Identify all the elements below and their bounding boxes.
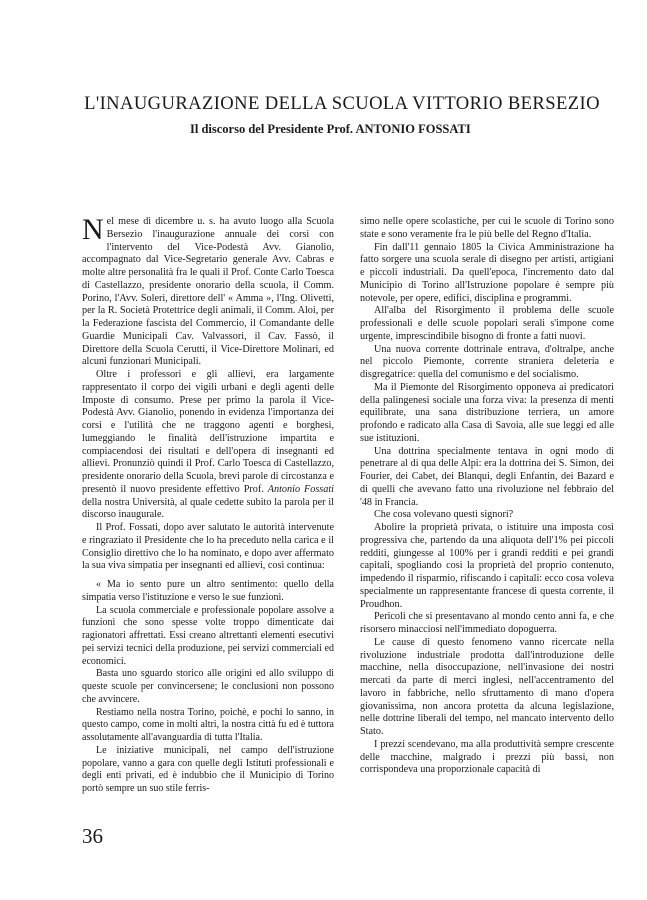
quote-paragraph-5: Le iniziative municipali, nel campo dell'istruzione popolare, vanno a gara con quelle degli Istituti professionali e degli enti privati, ed è indubbio che il Municipio di Torino portò sempre un suo stile ferris- [82, 744, 334, 794]
paragraph-pericoli: Pericoli che si presentavano al mondo cento anni fa, e che risorsero minacciosi nell'immediato dopoguerra. [360, 611, 614, 635]
paragraph-piemonte: Ma il Piemonte del Risorgimento opponeva ai predicatori della palingenesi sociale una forza viva: la presenza di menti equilibrate, una sana distribuzione terriera, un amore profondo e radicato alla Casa di Savoia, alle sue leggi ed alle sue istituzioni. [360, 381, 614, 444]
quote-paragraph-2: La scuola commerciale e professionale popolare assolve a funzioni che sono spesse volte troppo dimenticate dai ragionatori affrettati. Essi creano altrettanti elementi esecutivi pei servizi tecnici della produzione, pei servizi commerciali ed economici. [82, 604, 334, 667]
paragraph-intro-text: el mese di dicembre u. s. ha avuto luogo alla Scuola Bersezio l'inaugurazione annuale dei corsi con l'intervento del Vice-Podestà Avv. Gianolio, accompagnato dal Vice-Segretario generale Avv. Cabras e molte altre personalità fra le quali il Prof. Conte Carlo Toesca di Castellazzo, presidente onorario della scuola, il Comm. Porino, l'Avv. Soleri, direttore dell' « Amma », l'Ing. Olivetti, per la R. Società Protettrice degli animali, il Comm. Aloi, per la Federazione fascista del Commercio, il Comandante delle Guardie Municipali Cav. Valvassori, il Cav. Fassò, il Direttore della Scuola Cerutti, il Vice-Direttore Molinari, ed alcuni funzionari Municipali. [82, 216, 334, 368]
right-column [360, 216, 614, 777]
paragraph-intro [82, 213, 334, 369]
paragraph-speeches-text: Oltre i professori e gli allievi, era largamente rappresentato il corpo dei vigili urbani e degli agenti delle Imposte di consumo. Prese per primo la parola il Vice-Podestà Avv. Gianolio, ponendo in evidenza l'importanza dei corsi e l'utilità che ne traggono agenti e borghesi, lumeggiando le finalità dell'istruzione impartita e compiacendosi dei risultati e dell'opera di insegnanti ed allievi. Pronunziò quindi il Prof. Carlo Toesca di Castellazzo, presidente onorario della Scuola, brevi parole di circostanza e presentò il nuovo presidente effettivo Prof. [82, 369, 334, 495]
paragraph-dottrina: Una dottrina specialmente tentava in ogni modo di penetrare al di qua delle Alpi: era la dottrina dei S. Simon, dei Fourier, dei Cabet, dei Blanqui, degli Enfantin, dei Bazard e di quelli che avevano fatto una rivoluzione nel febbraio del '48 in Francia. [360, 445, 614, 508]
paragraph-cause: Le cause di questo fenomeno vanno ricercate nella rivoluzione industriale prodotta dall'introduzione delle macchine, nella disoccupazione, nell'invasione dei nostri mercati da parte di merci inglesi, nell'accentramento del lavoro in fabbriche, nello sfruttamento di mano d'opera giovanissima, non ancora protetta da alcuna legislazione, nelle dottrine liberali del tempo, nel mancato intervento dello Stato. [360, 636, 614, 737]
drop-cap: N [82, 213, 104, 246]
quote-paragraph-1: « Ma io sento pure un altro sentimento: quello della simpatia verso l'istituzione e verso le sue funzioni. [82, 579, 334, 603]
paragraph-prezzi: I prezzi scendevano, ma alla produttività sempre crescente delle macchine, malgrado i prezzi più bassi, non corrispondeva una proporzionale capacità di [360, 738, 614, 776]
paragraph-risorgimento: All'alba del Risorgimento il problema delle scuole professionali e delle scuole popolari serali s'impone come urgente, imprescindibile bisogno di fronte a fatti nuovi. [360, 305, 614, 342]
paragraph-continued: simo nelle opere scolastiche, per cui le scuole di Torino sono state e sono veramente fra le più belle del Regno d'Italia. [360, 216, 614, 240]
article-subtitle: Il discorso del Presidente Prof. ANTONIO FOSSATI [190, 122, 471, 136]
paragraph-corrente: Una nuova corrente dottrinale entrava, d'oltralpe, anche nel piccolo Piemonte, corrente straniera deleteria e disgregatrice: quella del comunismo e del socialismo. [360, 343, 614, 380]
quote-paragraph-4: Restiamo nella nostra Torino, poichè, e pochi lo sanno, in questo campo, come in molti altri, la nostra città fu ed è tuttora assolutamente all'avanguardia di tutta l'Italia. [82, 706, 334, 743]
quote-paragraph-3: Basta uno sguardo storico alle origini ed allo sviluppo di queste scuole per convincersene; le conclusioni non possono che avvincere. [82, 668, 334, 705]
paragraph-speeches-end: della nostra Università, al quale cedette subito la parola per il discorso inaugurale. [82, 496, 334, 521]
speaker-name: Antonio Fossati [267, 483, 335, 495]
paragraph-fossati: Il Prof. Fossati, dopo aver salutato le autorità intervenute e ringraziato il Presidente che lo ha preceduto nella carica e il Consiglio direttivo che lo ha nominato, e dopo aver affermato la sua viva simpatia per insegnanti ed allievi, così continua: [82, 522, 334, 572]
paragraph-question: Che cosa volevano questi signori? [374, 509, 514, 521]
article-title: L'INAUGURAZIONE DELLA SCUOLA VITTORIO BERSEZIO [84, 93, 600, 114]
paragraph-1805: Fin dall'11 gennaio 1805 la Civica Amministrazione ha fatto sorgere una scuola serale di disegno per artisti, artigiani e piccoli industriali. Da quell'epoca, l'incremento dato dal Municipio di Torino all'Istruzione popolare è sempre più notevole, per opere, edifici, disciplina e programmi. [360, 241, 614, 304]
paragraph-speeches [82, 369, 334, 522]
page-number: 36 [82, 824, 103, 848]
left-column [82, 213, 335, 796]
paragraph-proprieta: Abolire la proprietà privata, o istituire una imposta così progressiva che, partendo da una aliquota dell'1% pei piccoli redditi, giungesse al 100% per i grandi redditi e pei grandi capitali, spogliando così la proprietà del proprio contenuto, impedendo il risparmio, rifiscando i capitali: ecco cosa voleva specialmente un rappresentante francese di questa corrente, il Proudhon. [360, 522, 614, 610]
